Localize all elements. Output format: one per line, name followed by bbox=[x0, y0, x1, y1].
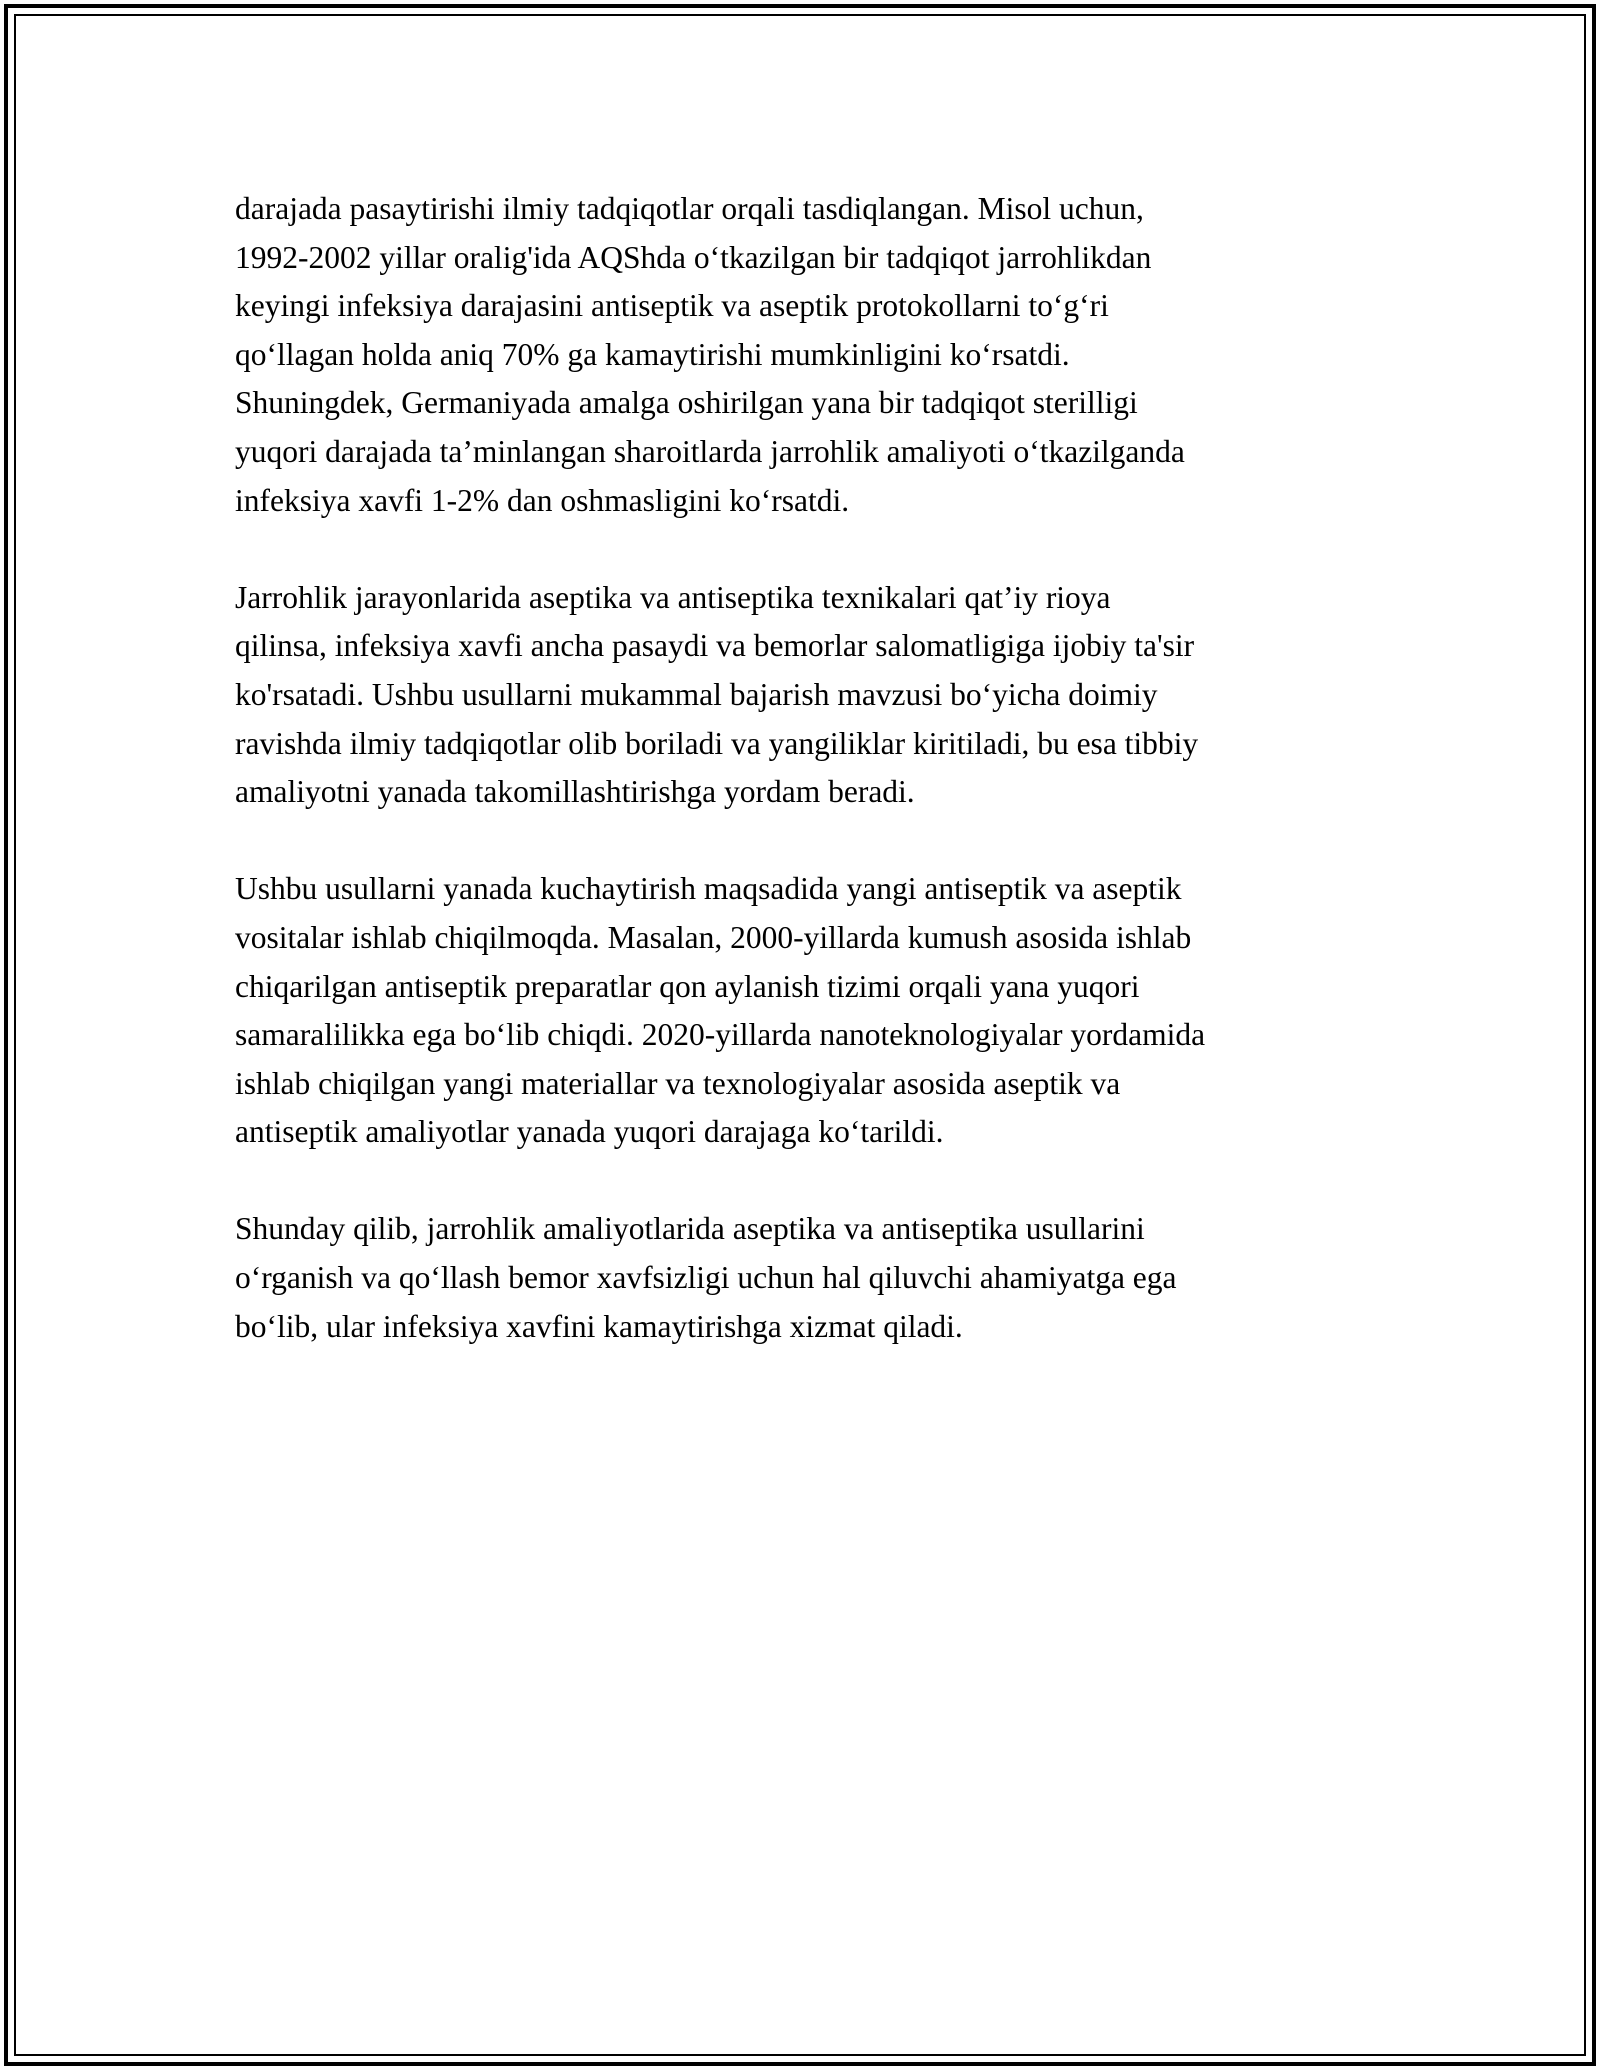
text-line: amaliyotni yanada takomillashtirishga yordam beradi. bbox=[235, 774, 915, 810]
text-line: Ushbu usullarni yanada kuchaytirish maqsadida yangi antiseptik va aseptik bbox=[235, 871, 1182, 907]
text-line: qo‘llagan holda aniq 70% ga kamaytirishi mumkinligini ko‘rsatdi. bbox=[235, 336, 1070, 372]
text-line: vositalar ishlab chiqilmoqda. Masalan, 2000-yillarda kumush asosida ishlab bbox=[235, 919, 1192, 955]
paragraph-2 bbox=[235, 574, 1375, 817]
text-line: Shunday qilib, jarrohlik amaliyotlarida aseptika va antiseptika usullarini bbox=[235, 1211, 1145, 1247]
text-line: infeksiya xavfi 1-2% dan oshmasligini ko‘rsatdi. bbox=[235, 482, 850, 518]
text-line: qilinsa, infeksiya xavfi ancha pasaydi va bemorlar salomatligiga ijobiy ta'sir bbox=[235, 628, 1195, 664]
text-line: Shuningdek, Germaniyada amalga oshirilgan yana bir tadqiqot sterilligi bbox=[235, 385, 1138, 421]
paragraph-4 bbox=[235, 1205, 1375, 1351]
text-line: o‘rganish va qo‘llash bemor xavfsizligi uchun hal qiluvchi ahamiyatga ega bbox=[235, 1260, 1177, 1296]
text-line: bo‘lib, ular infeksiya xavfini kamaytirishga xizmat qiladi. bbox=[235, 1308, 963, 1344]
text-line: ravishda ilmiy tadqiqotlar olib boriladi va yangiliklar kiritiladi, bu esa tibbiy bbox=[235, 725, 1199, 761]
document-body bbox=[235, 185, 1375, 1400]
text-line: ishlab chiqilgan yangi materiallar va texnologiyalar asosida aseptik va bbox=[235, 1065, 1121, 1101]
text-line: antiseptik amaliyotlar yanada yuqori darajaga ko‘tarildi. bbox=[235, 1114, 944, 1150]
paragraph-1 bbox=[235, 185, 1375, 525]
text-line: darajada pasaytirishi ilmiy tadqiqotlar orqali tasdiqlangan. Misol uchun, bbox=[235, 191, 1144, 226]
text-line: 1992-2002 yillar oralig'ida AQShda o‘tkazilgan bir tadqiqot jarrohlikdan bbox=[235, 239, 1152, 275]
text-line: Jarrohlik jarayonlarida aseptika va antiseptika texnikalari qat’iy rioya bbox=[235, 579, 1111, 615]
text-line: keyingi infeksiya darajasini antiseptik va aseptik protokollarni to‘g‘ri bbox=[235, 288, 1109, 324]
text-line: chiqarilgan antiseptik preparatlar qon aylanish tizimi orqali yana yuqori bbox=[235, 968, 1140, 1004]
text-line: ko'rsatadi. Ushbu usullarni mukammal bajarish mavzusi bo‘yicha doimiy bbox=[235, 676, 1158, 712]
text-line: samaralilikka ega bo‘lib chiqdi. 2020-yillarda nanoteknologiyalar yordamida bbox=[235, 1017, 1206, 1053]
text-line: yuqori darajada ta’minlangan sharoitlarda jarrohlik amaliyoti o‘tkazilganda bbox=[235, 433, 1185, 469]
paragraph-3 bbox=[235, 865, 1375, 1157]
